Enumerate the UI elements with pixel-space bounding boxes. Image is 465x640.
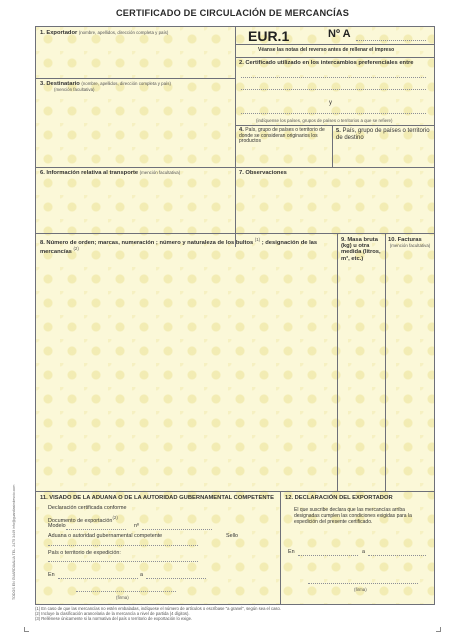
field-11-line1: Declaración certificada conforme: [48, 505, 127, 511]
field-8-label: 8. Número de orden; marcas, numeración ; número y naturaleza de los bultos $^{(1)}$ ; designación de las mercancías $^{(2)}$: [40, 237, 318, 256]
field-4-label: 4. País, grupo de países o territorio de donde se consideran originarios los productos: [239, 127, 325, 145]
field-12-sep: a: [362, 549, 365, 555]
place-line-11[interactable]: [58, 578, 138, 579]
side-print: TODOS EN GUARDIAALIA TEL. 2475 3449 info@guardiasindesvio.com: [12, 484, 16, 600]
field-3-label: 3. Destinatario (nombre, apellidos, dirección completa y país) (mención facultativa): [40, 81, 171, 93]
field-9-label: 9. Masa bruta (kg) u otra medida (litros, m³, etc.): [341, 237, 381, 262]
field-11-no: nº: [134, 523, 139, 529]
country-line[interactable]: [48, 561, 198, 562]
field-11-stamp: Sello: [226, 533, 238, 539]
field-2-label: 2. Certificado utilizado en los intercambios preferenciales entre: [239, 60, 414, 66]
footnote-3: (3) Rellénese únicamente si la normativa del país o territorio de exportación lo exige.: [35, 616, 193, 621]
field-11-sep: a: [140, 572, 143, 578]
field-2-line-2[interactable]: [241, 89, 426, 90]
signature-line-12[interactable]: [308, 583, 418, 584]
field-11-country: País o territorio de expedición:: [48, 550, 121, 556]
footnote-2: (2) Incluye la clasificación arancelaria de la mercancía a nivel de partida (4 dígitos).: [35, 611, 190, 616]
eur1-title: EUR.1: [248, 28, 290, 44]
signature-line-11[interactable]: [76, 591, 176, 592]
form-title: CERTIFICADO DE CIRCULACIÓN DE MERCANCÍAS: [115, 8, 350, 18]
field-12-signature: (firma): [354, 587, 367, 592]
model-line[interactable]: [66, 529, 126, 530]
no-line[interactable]: [142, 529, 212, 530]
field-11-signature: (firma): [116, 595, 129, 600]
number-line[interactable]: [356, 40, 426, 41]
field-2-hint: (indíquense los países, grupos de países o territorios a que se refiere): [256, 118, 393, 123]
field-11-line2: Documento de exportación$^{(2)}$: [48, 515, 118, 524]
crop-mark-left: [24, 627, 29, 632]
field-12-in: En: [288, 549, 295, 555]
field-11-model: Modelo: [48, 523, 66, 529]
place-line-12[interactable]: [298, 555, 358, 556]
field-6-label: 6. Información relativa al transporte (mención facultativa): [40, 170, 181, 176]
customs-line[interactable]: [48, 545, 198, 546]
number-label: Nº A: [328, 28, 351, 40]
divider-col: [235, 27, 236, 247]
field-11-label: 11. VISADO DE LA ADUANA O DE LA AUTORIDAD GUBERNAMENTAL COMPETENTE: [40, 495, 274, 501]
field-11-customs: Aduana o autoridad gubernamental competente: [48, 533, 163, 539]
field-2-line-3[interactable]: [241, 113, 426, 114]
date-line-11[interactable]: [146, 578, 206, 579]
field-2-line-1[interactable]: [241, 77, 426, 78]
field-2-connector: y: [329, 100, 332, 106]
field-12-text: El que suscribe declara que las mercancías arriba designadas cumplen las condiciones exigidas para la expedición del presente certificado.: [294, 507, 412, 526]
field-10-label: 10. Facturas (mención facultativa): [388, 237, 431, 249]
notice: Véanse las notas del reverso antes de rellenar el impreso: [258, 47, 395, 53]
footnote-1: (1) En caso de que las mercancías no estén embaladas, indíquese el número de artículos o escríbase "a granel", según sea el caso.: [35, 606, 281, 611]
field-11-in: En: [48, 572, 55, 578]
field-12-label: 12. DECLARACIÓN DEL EXPORTADOR: [285, 495, 393, 501]
date-line-12[interactable]: [368, 555, 426, 556]
field-7-label: 7. Observaciones: [239, 170, 287, 176]
field-1-label: 1. Exportador (nombre, apellidos, dirección completa y país): [40, 30, 169, 36]
crop-mark-right: [436, 627, 441, 632]
field-5-label: 5. País, grupo de países o territorio de destino: [336, 128, 430, 141]
eur1-form: [35, 26, 435, 605]
